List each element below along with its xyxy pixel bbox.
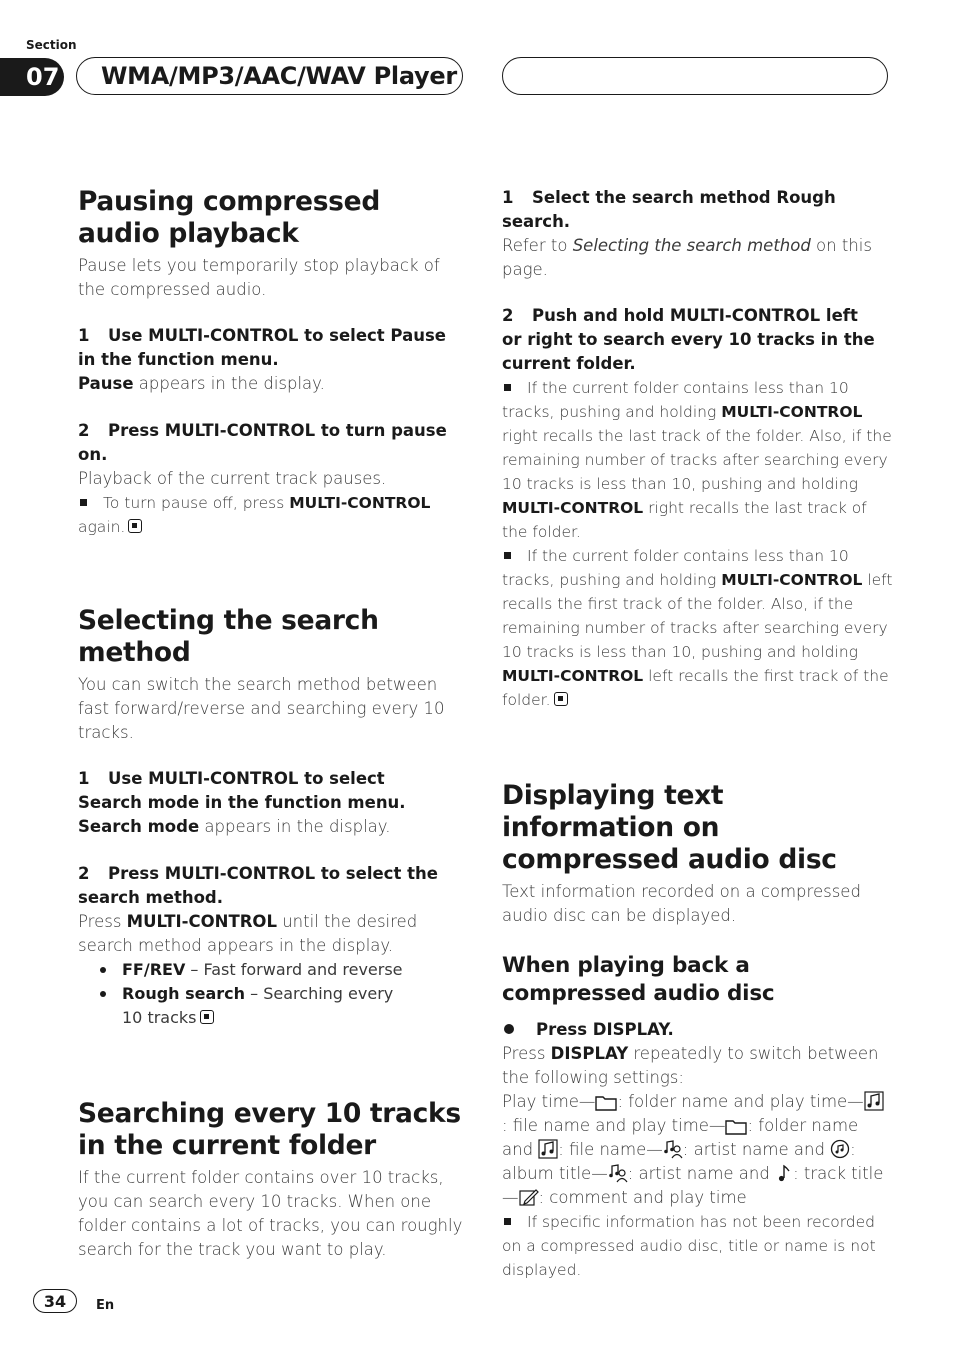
seq-text: : artist name and [682,1140,831,1159]
pausing-step-1 [78,324,468,372]
note-text-end: again. [78,518,126,536]
step-text: Press MULTI-CONTROL to select the search method. [78,864,438,907]
pausing-note [78,491,468,539]
heading-displaying: Displaying text information on compressed audio disc [502,780,837,875]
search-options-list [78,958,468,1030]
step-number: 1 [78,326,90,345]
seq-text: : album title— [502,1140,856,1183]
desc-text: until the desired search method appears in the display. [78,912,418,955]
artist-icon [663,1139,683,1159]
list-item [98,958,468,982]
seq-text: : track title— [502,1164,884,1207]
search-step-1-desc [502,234,894,282]
step-number: 2 [78,864,90,883]
step-text: Push and hold MULTI-CONTROL left or right to search every 10 tracks in the current folder. [502,306,875,373]
desc-text: on this page. [502,236,872,279]
selecting-step-2-desc [78,910,468,958]
album-icon [830,1139,850,1159]
note-text: To turn pause off, press [103,494,290,512]
selecting-step-1 [78,767,408,815]
option-name: FF/REV [122,960,186,979]
bold-term: DISPLAY [550,1044,629,1063]
desc-text: appears in the display. [133,374,325,393]
option-desc: – Fast forward and reverse [185,960,403,979]
left-column [78,186,468,1262]
bold-term: Search mode [78,817,200,836]
note-square-icon [504,552,511,559]
list-item [98,982,412,1030]
seq-text: : folder name and play time— [617,1092,864,1111]
note-square-icon [504,1218,511,1225]
note-text: right recalls the last track of the folder. [502,499,867,541]
desc-text: Press [78,912,127,931]
note-text: If the current folder contains less than 10 tracks, pushing and holding [502,379,849,421]
end-mark-icon [554,692,568,706]
note-square-icon [504,384,511,391]
seq-text: : comment and play time [538,1188,747,1207]
music-file-icon [864,1091,884,1111]
option-name: Rough search [122,984,246,1003]
bold-term: MULTI-CONTROL [289,494,431,512]
searching-intro: If the current folder contains over 10 tracks, you can search every 10 tracks. When one folder contains a lot of tracks, you can roughly search for the track you want to play. [78,1168,463,1259]
comment-icon [519,1187,539,1207]
section-label: Section [26,38,77,52]
music-file-icon [538,1139,558,1159]
artist-icon [608,1163,628,1183]
search-step-1 [502,186,894,234]
note-text: If the current folder contains less than 10 tracks, pushing and holding [502,547,849,589]
track-note-icon [775,1163,793,1183]
step-number: 1 [502,188,514,207]
display-note [502,1210,894,1282]
step-text: Press MULTI-CONTROL to turn pause on. [78,421,447,464]
seq-text: : file name— [558,1140,663,1159]
note-text: left recalls the first track of the folder. Also, if the remaining number of tracks after searching every 10 tracks is less than 10, pushing and holding [502,571,893,661]
seq-text: : folder name and [502,1116,859,1159]
end-mark-icon [200,1010,214,1024]
desc-text: repeatedly to switch between the following settings: [502,1044,879,1087]
language-label: En [96,1298,115,1313]
bold-term: MULTI-CONTROL [502,667,644,685]
note-text: right recalls the last track of the folder. Also, if the remaining number of tracks after searching every 10 tracks is less than 10, pushing and holding [502,427,892,493]
step-number: 1 [78,769,90,788]
search-step-2 [502,304,882,376]
page-number: 34 [33,1289,77,1313]
seq-text: : file name and play time— [502,1116,726,1135]
bold-term: MULTI-CONTROL [126,912,277,931]
heading-selecting: Selecting the search method [78,605,379,668]
step-text: Select the search method Rough search. [502,188,836,231]
display-step-desc [502,1042,894,1090]
pausing-step-2 [78,419,468,467]
heading-searching: Searching every 10 tracks in the current folder [78,1098,461,1161]
step-text: Press DISPLAY. [536,1020,674,1039]
chapter-title-blank-box [502,57,888,95]
subheading-playing-back: When playing back a compressed audio disc [502,953,775,1006]
selecting-step-1-desc [78,815,468,839]
step-text: Use MULTI-CONTROL to select Search mode in the function menu. [78,769,406,812]
option-desc: – Searching every 10 tracks [122,984,394,1027]
desc-text: Press [502,1044,551,1063]
step-number: 2 [502,306,514,325]
desc-text: Refer to [502,236,573,255]
search-note-1 [502,376,894,544]
selecting-intro: You can switch the search method between fast forward/reverse and searching every 10 tracks. [78,675,445,742]
section-number-badge: 07 [0,58,64,96]
step-number: 2 [78,421,90,440]
seq-text: : artist name and [627,1164,776,1183]
bold-term: MULTI-CONTROL [721,571,863,589]
bold-term: MULTI-CONTROL [502,499,644,517]
seq-text: Play time— [502,1092,596,1111]
folder-icon [595,1094,617,1111]
note-text: If specific information has not been recorded on a compressed audio disc, title or name is not displayed. [502,1213,876,1279]
bold-term: Pause [78,374,134,393]
display-sequence [502,1090,894,1210]
heading-pausing: Pausing compressed audio playback [78,186,381,249]
display-step [502,1018,894,1042]
pausing-step-1-desc [78,372,468,396]
right-column [502,186,894,1282]
search-note-2 [502,544,894,712]
note-square-icon [80,499,87,506]
displaying-intro: Text information recorded on a compressed audio disc can be displayed. [502,882,861,925]
bold-term: MULTI-CONTROL [721,403,863,421]
cross-reference: Selecting the search method [572,236,811,255]
pausing-intro: Pause lets you temporarily stop playback of the compressed audio. [78,256,440,299]
pausing-step-2-desc: Playback of the current track pauses. [78,469,387,488]
selecting-step-2 [78,862,468,910]
end-mark-icon [128,519,142,533]
note-text: left recalls the first track of the folder. [502,667,889,709]
folder-icon [725,1118,747,1135]
step-text: Use MULTI-CONTROL to select Pause in the function menu. [78,326,446,369]
chapter-title: WMA/MP3/AAC/WAV Player [76,57,463,95]
desc-text: appears in the display. [199,817,391,836]
